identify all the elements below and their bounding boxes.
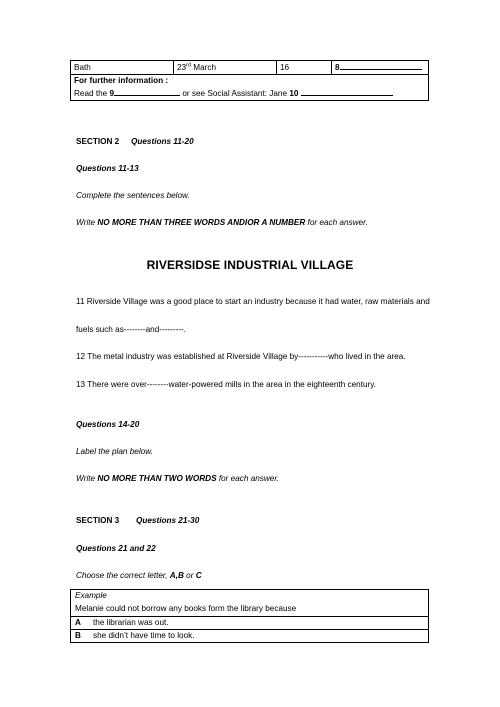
question-11-line2: fuels such as--------and---------. — [76, 325, 187, 334]
question-12: 12 The metal industry was established at Riverside Village by-----------who lived in the area. — [76, 352, 406, 361]
info-table — [70, 60, 429, 101]
section2-range: Questions 11-20 — [131, 137, 194, 146]
passage-title: RIVERSIDSE INDUSTRIAL VILLAGE — [146, 258, 354, 272]
info-row-bath — [71, 61, 429, 75]
instr-bold: NO MORE THAN THREE WORDS ANDIOR A NUMBER — [97, 218, 306, 227]
questions-11-13-heading: Questions 11-13 — [76, 164, 139, 173]
example-label: Example — [75, 591, 107, 600]
option-letter-a: A — [75, 618, 81, 627]
instruction-word-limit-1 — [76, 218, 368, 227]
info-row-heading — [71, 75, 429, 88]
info-row-read — [71, 87, 429, 101]
age-cell: 16 — [277, 61, 332, 75]
questions-21-22-heading: Questions 21 and 22 — [76, 544, 156, 553]
choose-prefix: Choose the correct letter, — [76, 571, 170, 580]
place-cell: Bath — [71, 61, 174, 75]
date-suffix: rd — [186, 61, 191, 68]
answer-8-cell[interactable] — [332, 61, 429, 75]
instruction-label-plan: Label the plan below. — [76, 447, 153, 456]
option-letter-b: B — [75, 631, 81, 640]
example-option-b[interactable] — [75, 630, 195, 642]
option-text-a: the librarian was out. — [93, 618, 169, 627]
section3-range: Questions 21-30 — [136, 516, 200, 525]
answer-9-blank[interactable] — [114, 87, 180, 96]
example-box — [70, 589, 429, 643]
answer-10-blank[interactable] — [301, 87, 393, 96]
date-month: March — [191, 62, 217, 72]
choose-letters: A,B — [169, 571, 184, 580]
instr-prefix: Write — [76, 218, 98, 227]
choose-letter-c: C — [195, 571, 202, 580]
instruction-complete: Complete the sentences below. — [76, 191, 190, 200]
answer-8-blank[interactable] — [340, 61, 422, 70]
instr2-prefix: Write — [76, 474, 98, 483]
instr2-suffix: for each answer. — [216, 474, 280, 483]
social-assistant-text: or see Social Assistant: Jane — [180, 89, 290, 98]
answer-9-number: 9 — [109, 89, 115, 98]
questions-14-20-heading: Questions 14-20 — [76, 420, 140, 429]
instruction-word-limit-2 — [76, 474, 279, 483]
read-cell — [71, 87, 429, 101]
option-text-b: she didn’t have time to look. — [93, 631, 195, 640]
choose-or: or — [183, 571, 196, 580]
instr-suffix: for each answer. — [305, 218, 368, 227]
date-day: 23 — [177, 62, 187, 72]
example-stem: Melanie could not borrow any books form the library because — [75, 604, 297, 613]
instruction-choose-letter — [76, 571, 202, 580]
example-option-a[interactable] — [75, 617, 169, 629]
answer-8-number: 8 — [335, 63, 340, 72]
answer-10-number: 10 — [289, 89, 299, 98]
question-11-line1: 11 Riverside Village was a good place to start an industry because it had water, raw materials and — [76, 297, 430, 306]
read-prefix: Read the — [74, 89, 110, 98]
instr2-bold: NO MORE THAN TWO WORDS — [97, 474, 217, 483]
section2-label: SECTION 2 — [76, 137, 120, 146]
further-info-heading: For further information : — [71, 75, 429, 88]
section3-label: SECTION 3 — [76, 516, 120, 525]
date-cell — [174, 61, 277, 75]
question-13: 13 There were over--------water-powered mills in the area in the eighteenth century. — [76, 380, 377, 389]
